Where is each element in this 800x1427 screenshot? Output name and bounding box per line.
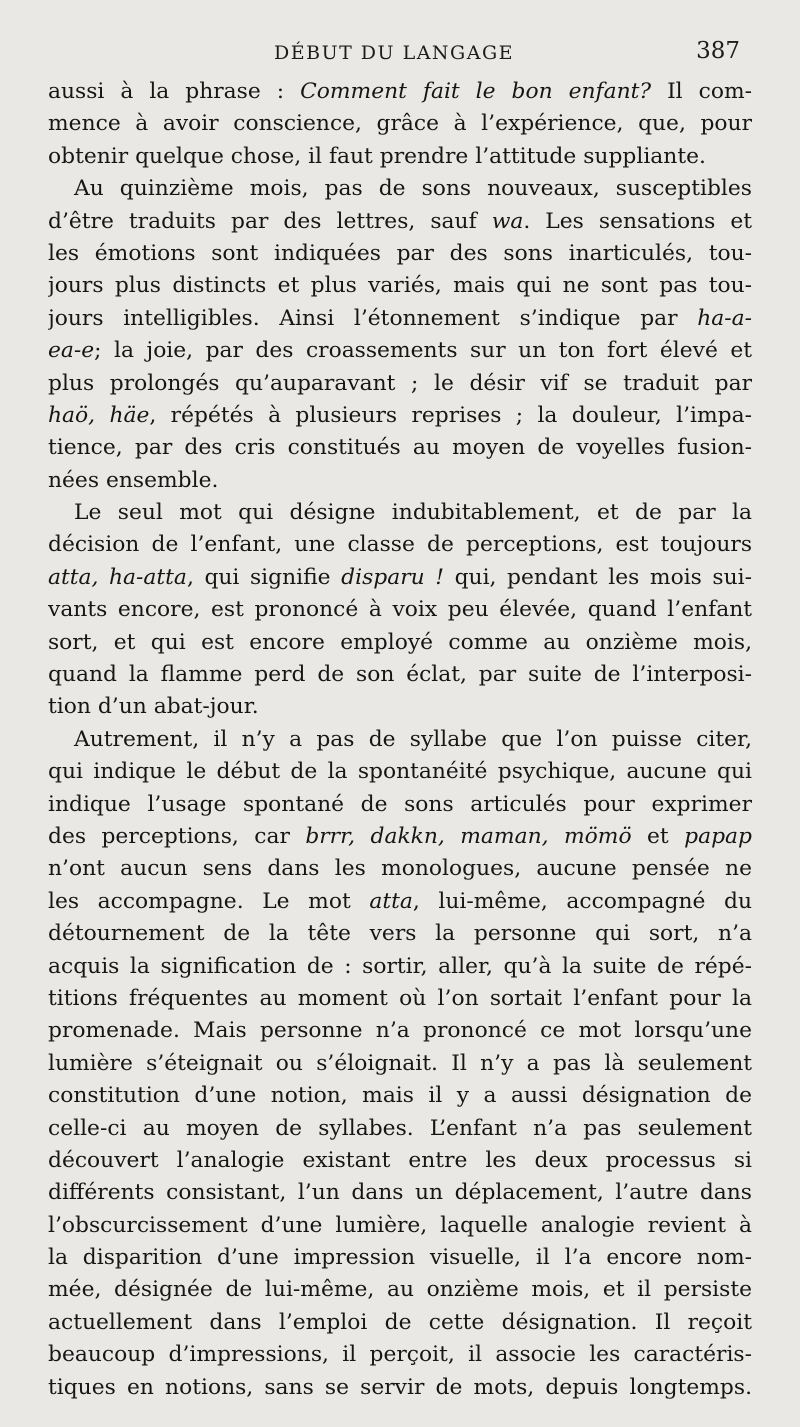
italic-segment: brrr, dakkn, maman, mömö <box>305 823 632 849</box>
text-line <box>48 562 752 594</box>
text-line <box>48 789 752 821</box>
text-segment: obtenir quelque chose, il faut prendre l’attitude suppliante. <box>48 143 706 169</box>
text-line <box>48 983 752 1015</box>
text-segment: et <box>631 823 685 849</box>
italic-segment: atta <box>369 888 413 914</box>
text-segment: , lui-même, accompagné du <box>412 888 752 914</box>
text-line <box>48 368 752 400</box>
text-line <box>48 756 752 788</box>
italic-segment: Comment fait le bon enfant? <box>300 79 652 104</box>
text-segment: plus prolongés qu’auparavant ; le désir vif se traduit par <box>48 370 752 396</box>
text-segment: , répétés à plusieurs reprises ; la douleur, l’impa- <box>149 402 752 428</box>
text-line <box>48 303 752 335</box>
italic-segment: papap <box>684 823 752 849</box>
text-segment: quand la flamme perd de son éclat, par suite de l’interposi- <box>48 662 752 688</box>
text-segment: indique l’usage spontané de sons articulés pour exprimer <box>48 791 752 817</box>
text-line <box>48 270 752 302</box>
text-line <box>48 497 752 529</box>
text-line <box>48 886 752 918</box>
text-segment: des perceptions, car <box>48 823 306 849</box>
body-text <box>48 76 752 1404</box>
text-line <box>48 1177 752 1209</box>
italic-segment: haö, häe <box>48 402 150 428</box>
text-line <box>48 529 752 561</box>
text-segment: beaucoup d’impressions, il perçoit, il associe les caractéris- <box>48 1342 752 1368</box>
text-segment: la disparition d’une impression visuelle, il l’a encore nom- <box>48 1245 752 1271</box>
text-line <box>48 465 752 497</box>
text-segment: Le seul mot qui désigne indubitablement, et de par la <box>74 500 752 526</box>
text-segment: . Les sensations et <box>523 208 752 234</box>
text-line <box>48 141 752 173</box>
text-line <box>48 594 752 626</box>
text-segment: les émotions sont indiquées par des sons inarticulés, tou- <box>48 240 752 266</box>
text-segment: acquis la signification de : sortir, aller, qu’à la suite de répé- <box>48 953 752 979</box>
text-line <box>48 724 752 756</box>
text-segment: aussi à la phrase : <box>48 79 301 104</box>
page-number: 387 <box>696 38 740 64</box>
text-segment: l’obscurcissement d’une lumière, laquelle analogie revient à <box>48 1212 752 1238</box>
text-segment: jours intelligibles. Ainsi l’étonnement s’indique par <box>48 305 698 331</box>
text-segment: nées ensemble. <box>48 467 219 493</box>
text-line <box>48 627 752 659</box>
text-segment: sort, et qui est encore employé comme au onzième mois, <box>48 629 752 655</box>
text-segment: qui, pendant les mois sui- <box>444 564 752 590</box>
text-segment: découvert l’analogie existant entre les deux processus si <box>48 1147 752 1173</box>
text-segment: les accompagne. Le mot <box>48 888 370 914</box>
text-line <box>48 1080 752 1112</box>
text-segment: , qui signifie <box>186 564 342 590</box>
text-line <box>48 400 752 432</box>
text-segment: différents consistant, l’un dans un déplacement, l’autre dans <box>48 1180 752 1206</box>
text-segment: lumière s’éteignait ou s’éloignait. Il n’y a pas là seulement <box>48 1050 752 1076</box>
text-line <box>48 1210 752 1242</box>
text-segment: tience, par des cris constitués au moyen de voyelles fusion- <box>48 435 752 461</box>
text-line <box>48 76 752 108</box>
text-line <box>48 238 752 270</box>
text-line <box>48 1274 752 1306</box>
text-segment: titions fréquentes au moment où l’on sortait l’enfant pour la <box>48 985 752 1011</box>
text-segment: mence à avoir conscience, grâce à l’expérience, que, pour <box>48 111 752 137</box>
italic-segment: ea-e <box>48 338 95 364</box>
text-segment: actuellement dans l’emploi de cette désignation. Il reçoit <box>48 1309 752 1335</box>
text-line <box>48 1242 752 1274</box>
running-head: DÉBUT DU LANGAGE <box>274 42 514 64</box>
text-line <box>48 1372 752 1404</box>
text-segment: n’ont aucun sens dans les monologues, aucune pensée ne <box>48 856 752 882</box>
text-line <box>48 659 752 691</box>
text-segment: constitution d’une notion, mais il y a aussi désignation de <box>48 1083 752 1109</box>
text-line <box>48 951 752 983</box>
text-line <box>48 1113 752 1145</box>
text-line <box>48 1145 752 1177</box>
italic-segment: ha-a- <box>697 305 752 331</box>
text-segment: tiques en notions, sans se servir de mots, depuis longtemps. <box>48 1374 752 1400</box>
text-line <box>48 432 752 464</box>
page-header <box>48 34 740 70</box>
text-line <box>48 1048 752 1080</box>
text-segment: jours plus distincts et plus variés, mais qui ne sont pas tou- <box>48 273 752 299</box>
text-line <box>48 1339 752 1371</box>
text-segment: mée, désignée de lui-même, au onzième mois, et il persiste <box>48 1277 752 1303</box>
italic-segment: disparu ! <box>341 564 444 590</box>
text-line <box>48 108 752 140</box>
text-segment: décision de l’enfant, une classe de perceptions, est toujours <box>48 532 752 558</box>
text-line <box>48 1307 752 1339</box>
text-segment: détournement de la tête vers la personne qui sort, n’a <box>48 921 752 947</box>
text-line <box>48 821 752 853</box>
text-line <box>48 853 752 885</box>
text-line <box>48 173 752 205</box>
text-line <box>48 335 752 367</box>
text-segment: Autrement, il n’y a pas de syllabe que l’on puisse citer, <box>74 726 752 752</box>
text-line <box>48 206 752 238</box>
text-segment: tion d’un abat-jour. <box>48 694 259 720</box>
text-segment: d’être traduits par des lettres, sauf <box>48 208 492 234</box>
text-segment: Au quinzième mois, pas de sons nouveaux, susceptibles <box>74 176 752 202</box>
text-line <box>48 691 752 723</box>
text-segment: vants encore, est prononcé à voix peu élevée, quand l’enfant <box>48 597 752 623</box>
text-segment: Il com- <box>651 79 752 104</box>
text-segment: qui indique le début de la spontanéité psychique, aucune qui <box>48 759 752 785</box>
text-segment: promenade. Mais personne n’a prononcé ce mot lorsqu’une <box>48 1018 752 1044</box>
text-segment: ; la joie, par des croassements sur un ton fort élevé et <box>94 338 752 364</box>
italic-segment: atta, ha-atta <box>48 564 187 590</box>
text-segment: celle-ci au moyen de syllabes. L’enfant n’a pas seulement <box>48 1115 752 1141</box>
text-line <box>48 918 752 950</box>
italic-segment: wa <box>491 208 524 234</box>
text-line <box>48 1015 752 1047</box>
